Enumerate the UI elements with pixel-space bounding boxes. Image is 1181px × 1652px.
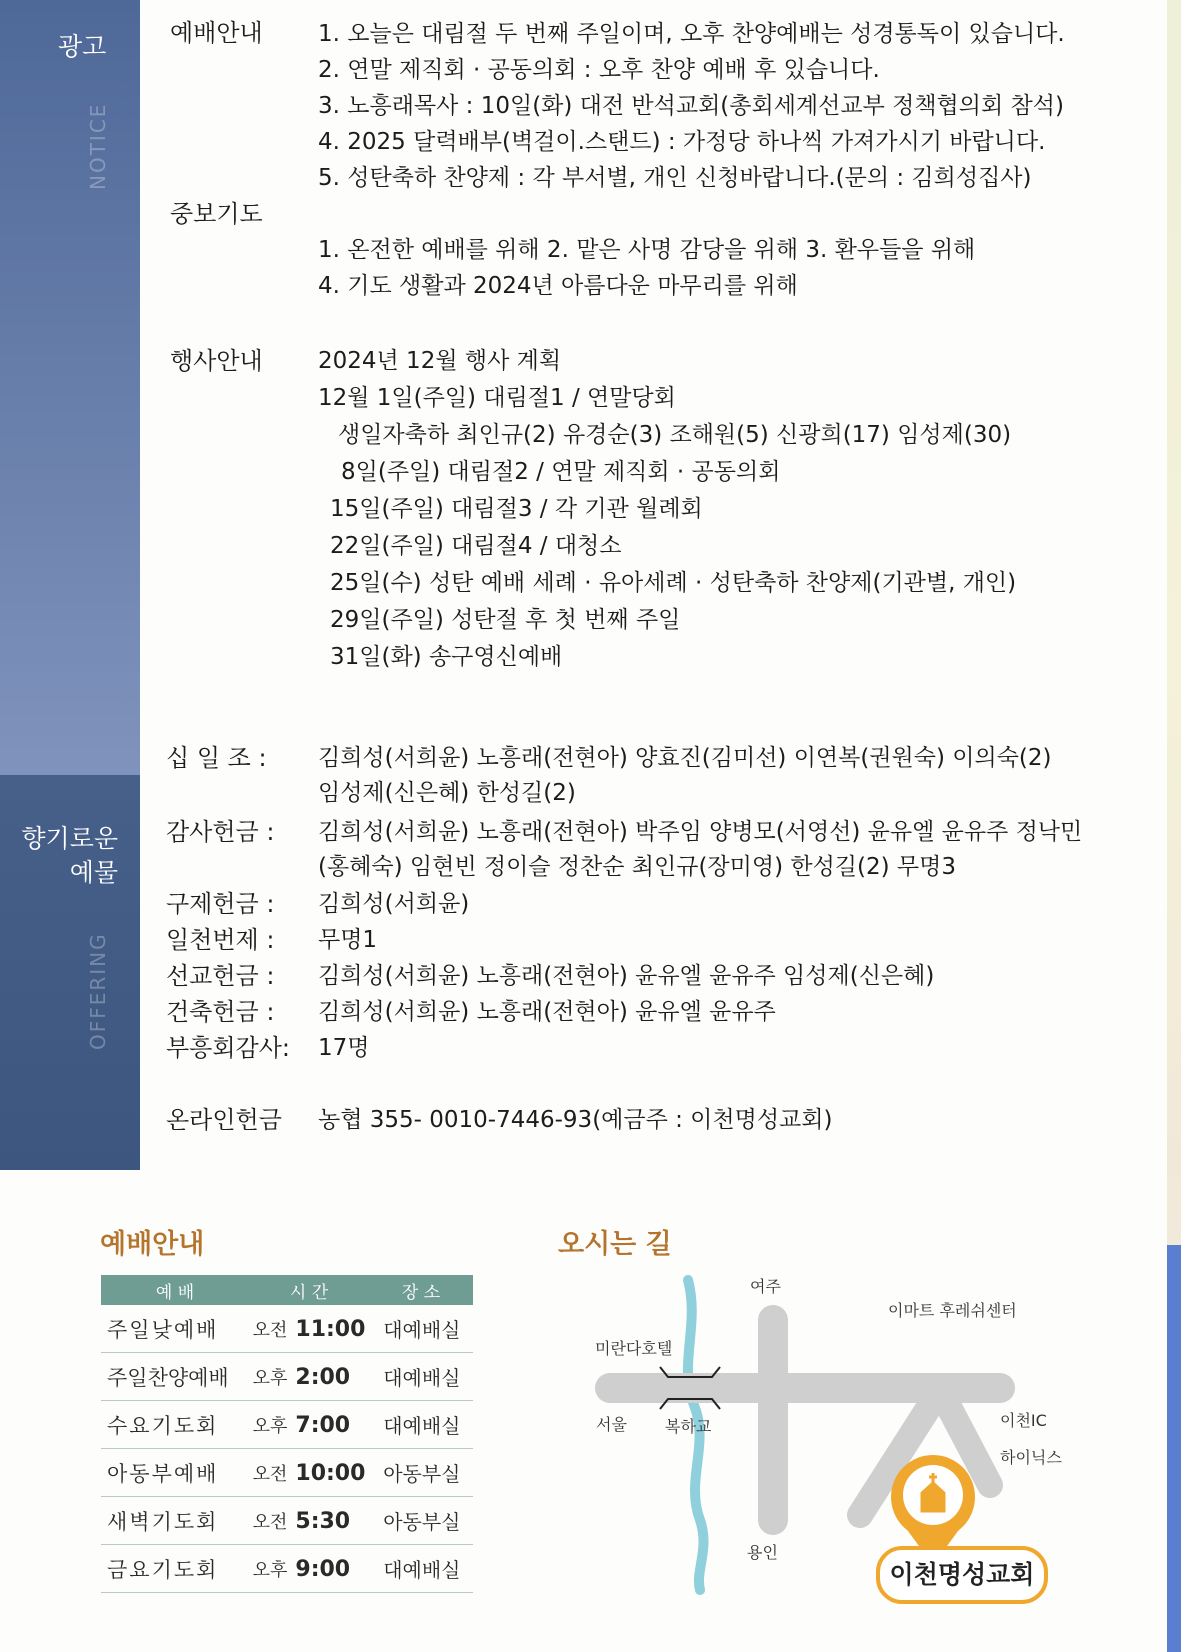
service-time (253, 1508, 371, 1534)
event-item-7: 25일(수) 성탄 예배 세례 · 유아세례 · 성탄축하 찬양제(기관별, 개인) (330, 570, 1017, 596)
north-south-road (758, 1305, 788, 1535)
service-time (253, 1556, 371, 1582)
worship-notice-label: 예배안내 (170, 19, 263, 47)
prayer-label: 중보기도 (170, 200, 263, 228)
thanks-line-2: (홍혜숙) 임현빈 정이슬 정찬순 최인규(장미영) 한성길(2) 무명3 (318, 854, 956, 880)
relief-line: 김희성(서희윤) (318, 891, 470, 917)
thanks-line-1: 김희성(서희윤) 노흥래(전현아) 박주임 양병모(서영선) 윤유엘 윤유주 정낙민 (318, 819, 1083, 845)
map-label-yeoju: 여주 (750, 1277, 781, 1296)
service-place: 대예배실 (383, 1366, 461, 1390)
worship-table-header (101, 1275, 473, 1305)
header-time: 시 간 (289, 1282, 329, 1303)
worship-notice-item-3: 3. 노흥래목사 : 10일(화) 대전 반석교회(총회세계선교부 정책협의회 참석) (318, 93, 1064, 119)
revival-line: 17명 (318, 1035, 370, 1061)
header-service: 예 배 (155, 1282, 195, 1303)
time-value: 10:00 (295, 1460, 366, 1486)
worship-notice-item-2: 2. 연말 제직회 · 공동의회 : 오후 찬양 예배 후 있습니다. (318, 57, 880, 83)
service-place: 대예배실 (383, 1558, 461, 1582)
mission-label: 선교헌금 : (166, 962, 275, 990)
offering-title-line1: 향기로운 (21, 824, 118, 853)
event-item-9: 31일(화) 송구영신예배 (330, 644, 563, 670)
thanks-label: 감사헌금 : (166, 818, 275, 846)
event-item-3: 생일자축하 최인규(2) 유경순(3) 조해원(5) 신광희(17) 임성제(30) (338, 422, 1012, 448)
service-place: 아동부실 (383, 1462, 461, 1486)
event-item-8: 29일(주일) 성탄절 후 첫 번째 주일 (330, 607, 681, 633)
worship-notice-item-1: 1. 오늘은 대림절 두 번째 주일이며, 오후 찬양예배는 성경통독이 있습니다. (318, 21, 1065, 47)
event-item-1: 2024년 12월 행사 계획 (318, 348, 562, 374)
time-value: 2:00 (295, 1364, 351, 1390)
notice-title: 광고 (58, 32, 107, 61)
service-name: 아동부예배 (107, 1461, 219, 1486)
online-offering-line: 농협 355- 0010-7446-93(예금주 : 이천명성교회) (318, 1107, 833, 1133)
notice-sidebar (0, 0, 140, 775)
prayer-item-1: 1. 온전한 예배를 위해 2. 맡은 사명 감당을 위해 3. 환우들을 위해 (318, 237, 976, 263)
map-label-bokhagyo: 복하교 (665, 1417, 712, 1436)
mission-line: 김희성(서희윤) 노흥래(전현아) 윤유엘 윤유주 임성제(신은혜) (318, 963, 935, 989)
table-row (101, 1305, 473, 1353)
service-time (253, 1316, 371, 1342)
header-place: 장 소 (401, 1282, 441, 1303)
revival-label: 부흥회감사: (166, 1034, 291, 1062)
map-label-hynix: 하이닉스 (1000, 1448, 1062, 1467)
map-label-miranda: 미란다호텔 (595, 1339, 673, 1358)
table-row (101, 1497, 473, 1545)
service-place: 대예배실 (383, 1414, 461, 1438)
worship-notice-item-5: 5. 성탄축하 찬양제 : 각 부서별, 개인 신청바랍니다.(문의 : 김희성집사) (318, 165, 1032, 191)
table-row (101, 1401, 473, 1449)
relief-label: 구제헌금 : (166, 890, 275, 918)
map-label-yongin: 용인 (747, 1543, 778, 1562)
time-value: 11:00 (295, 1316, 366, 1342)
ilcheon-line: 무명1 (318, 927, 378, 953)
tithe-label: 십 일 조 : (166, 744, 267, 772)
service-time (253, 1412, 371, 1438)
map-label-emart: 이마트 후레쉬센터 (888, 1301, 1017, 1320)
worship-schedule-table (101, 1275, 473, 1593)
ampm: 오후 (252, 1367, 288, 1389)
ampm: 오후 (252, 1559, 288, 1581)
time-value: 5:30 (295, 1508, 351, 1534)
worship-schedule-title: 예배안내 (100, 1229, 205, 1260)
directions-title: 오시는 길 (558, 1229, 672, 1260)
page-edge-blue-strip (1167, 1245, 1181, 1652)
table-row (101, 1449, 473, 1497)
building-label: 건축헌금 : (166, 998, 275, 1026)
offering-vertical-text: OFFERING (86, 932, 110, 1050)
offering-title-line2: 예물 (69, 858, 118, 887)
service-time (253, 1364, 371, 1390)
service-place: 아동부실 (383, 1510, 461, 1534)
event-item-6: 22일(주일) 대림절4 / 대청소 (330, 533, 622, 559)
church-name-badge: 이천명성교회 (876, 1546, 1048, 1604)
event-item-4: 8일(주일) 대림절2 / 연말 제직회 · 공동의회 (341, 459, 781, 485)
ampm: 오전 (252, 1463, 288, 1485)
event-item-2: 12월 1일(주일) 대림절1 / 연말당회 (318, 385, 676, 411)
building-line: 김희성(서희윤) 노흥래(전현아) 윤유엘 윤유주 (318, 999, 776, 1025)
service-name: 수요기도회 (107, 1413, 219, 1438)
worship-notice-item-4: 4. 2025 달력배부(벽걸이.스탠드) : 가정당 하나씩 가져가시기 바랍니다. (318, 129, 1046, 155)
time-value: 7:00 (295, 1412, 351, 1438)
online-offering-label: 온라인헌금 (166, 1106, 282, 1134)
service-name: 주일낮예배 (107, 1317, 219, 1342)
map-label-seoul: 서울 (596, 1415, 627, 1434)
map-label-icheon-ic: 이천IC (1000, 1411, 1047, 1430)
ampm: 오후 (252, 1415, 288, 1437)
service-name: 주일찬양예배 (107, 1365, 229, 1390)
notice-vertical-text: NOTICE (86, 102, 110, 190)
event-label: 행사안내 (170, 347, 263, 375)
service-name: 새벽기도회 (107, 1509, 219, 1534)
ampm: 오전 (252, 1511, 288, 1533)
service-time (253, 1460, 371, 1486)
service-place: 대예배실 (383, 1318, 461, 1342)
service-name: 금요기도회 (107, 1557, 219, 1582)
ampm: 오전 (252, 1319, 288, 1341)
time-value: 9:00 (295, 1556, 351, 1582)
ilcheon-label: 일천번제 : (166, 926, 275, 954)
tithe-line-2: 임성제(신은혜) 한성길(2) (318, 780, 576, 806)
tithe-line-1: 김희성(서희윤) 노흥래(전현아) 양효진(김미선) 이연복(권원숙) 이의숙(2) (318, 745, 1052, 771)
table-row (101, 1545, 473, 1593)
prayer-item-2: 4. 기도 생활과 2024년 아름다운 마무리를 위해 (318, 273, 798, 299)
event-item-5: 15일(주일) 대림절3 / 각 기관 월례회 (330, 496, 703, 522)
table-row (101, 1353, 473, 1401)
